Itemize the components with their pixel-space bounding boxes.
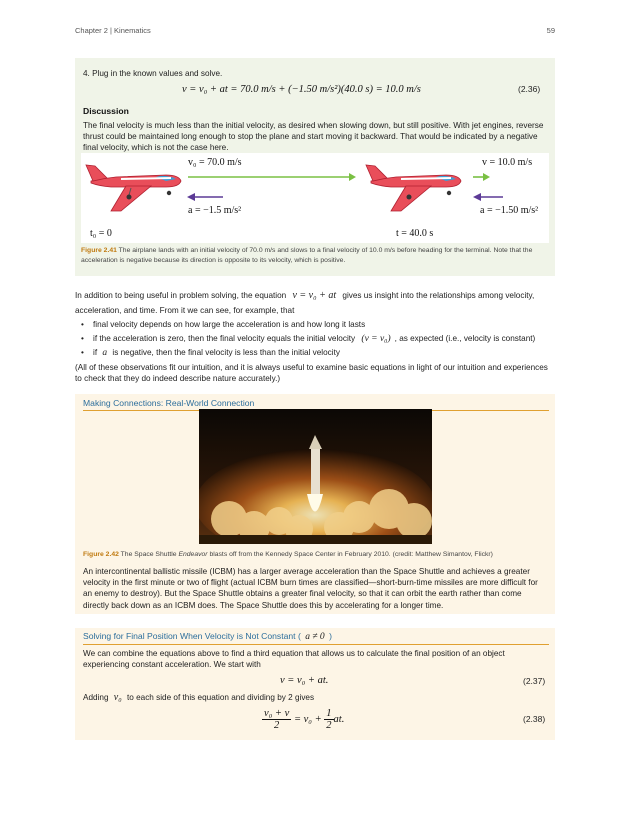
intro-paragraph xyxy=(75,290,555,301)
making-connections-title: Making Connections: Real-World Connection xyxy=(83,398,255,408)
discussion-heading: Discussion xyxy=(83,106,129,116)
t-label: t = 40.0 s xyxy=(396,228,434,239)
icbm-paragraph: An intercontinental ballistic missile (ICBM) has a larger average acceleration than the Space Shuttle and achieves a greater velocity in the first minute or two of flight (actual ICBM burn times are classified—short-burn-time missiles are more difficult for an enemy to destroy). But the Space Shuttle obtains a greater final velocity, so that it can orbit the earth rather than come directly back down as an ICBM does. The Space Shuttle does this by accelerating for a longer time. xyxy=(83,567,538,610)
intro-line-2: acceleration, and time. From it we can see, for example, that xyxy=(75,306,295,315)
adding-math: v₀ xyxy=(113,692,122,703)
solving-text: We can combine the equations above to find a third equation that allows us to calculate the final position of an object experiencing constant acceleration. We start with xyxy=(83,649,505,670)
equation-2-37-number: (2.37) xyxy=(523,676,546,686)
a-left-label: a = −1.5 m/s² xyxy=(188,205,242,216)
v0-label: v₀ = 70.0 m/s xyxy=(188,157,242,168)
equation-2-38-number: (2.38) xyxy=(523,714,546,724)
intro-text-after: gives us insight into the relationships among velocity, xyxy=(342,291,535,300)
airplane-left xyxy=(86,165,181,211)
airplane-diagram xyxy=(81,153,549,243)
equation-2-38: $\frac{\text{v₀ + v}}{2}$ = v₀ + $\frac{1}{2}$ at. xyxy=(264,708,345,731)
solving-title-math: a ≠ 0 xyxy=(305,632,325,642)
adding-text: Adding v₀ to each side of this equation and dividing by 2 gives xyxy=(83,692,315,703)
shuttle-name: Endeavor xyxy=(178,551,208,558)
bullet-list xyxy=(75,318,555,360)
running-header: Chapter 2 | Kinematics xyxy=(75,26,151,35)
parenthetical-note: (All of these observations fit our intuition, and it is always useful to examine basic equations in light of our intuition and experiences to check that they do indeed describe nature accurately.) xyxy=(75,363,548,384)
a-right-label: a = −1.50 m/s² xyxy=(480,205,539,216)
v-final-label: v = 10.0 m/s xyxy=(482,157,533,168)
intro-text: In addition to being useful in problem solving, the equation xyxy=(75,291,287,300)
fraction-left: $\frac{\text{v₀ + v}}{2}$ xyxy=(264,708,290,731)
bullet-2-math: (v = v₀) xyxy=(361,334,391,344)
equation-2-37: v = v₀ + at. xyxy=(280,675,329,686)
intro-equation: v = v₀ + at xyxy=(292,290,337,301)
solving-title-rule xyxy=(83,644,549,645)
bullet-3-math: a xyxy=(102,348,108,358)
space-shuttle-photo xyxy=(199,409,432,544)
figure-label: Figure 2.42 xyxy=(83,551,119,558)
discussion-text: The final velocity is much less than the initial velocity, as desired when slowing down, but still positive. With jet engines, reverse thrust could be maintained long enough to stop the plane and start moving it backward. That would be indicated by a negative final velocity, which is not the case here. xyxy=(83,121,544,153)
bullet-3: • if a is negative, then the final velocity is less than the initial velocity xyxy=(75,346,555,360)
t0-label: t₀ = 0 xyxy=(90,228,112,239)
fraction-half: $\frac{1}{2}$ xyxy=(326,708,332,731)
solving-title: Solving for Final Position When Velocity is Not Constant ( a ≠ 0 ) xyxy=(83,631,332,642)
caption-text: The airplane lands with an initial velocity of 70.0 m/s and slows to a final velocity of 10.0 m/s before heading for the terminal. Note that the acceleration is negative because its direction is opposite to its velocity, which is positive. xyxy=(81,247,533,264)
figure-2-41-caption xyxy=(81,246,546,265)
step-4-label: 4. Plug in the known values and solve. xyxy=(83,69,223,78)
airplane-right xyxy=(366,165,461,211)
figure-2-41-illustration xyxy=(81,153,549,243)
equation-2-36: v = v₀ + at = 70.0 m/s + (−1.50 m/s²)(40.0 s) = 10.0 m/s xyxy=(182,84,421,95)
bullet-2: • if the acceleration is zero, then the final velocity equals the initial velocity (v = v₀) , as expected (i.e., velocity is constant) xyxy=(75,332,555,346)
equation-number: (2.36) xyxy=(518,84,541,94)
figure-2-42-caption: Figure 2.42 The Space Shuttle Endeavor blasts off from the Kennedy Space Center in February 2010. (credit: Matthew Simantov, Flickr) xyxy=(83,551,493,558)
bullet-1: • final velocity depends on how large the acceleration is and how long it lasts xyxy=(75,318,555,332)
figure-label: Figure 2.41 xyxy=(81,247,117,254)
page-number: 59 xyxy=(546,26,555,35)
